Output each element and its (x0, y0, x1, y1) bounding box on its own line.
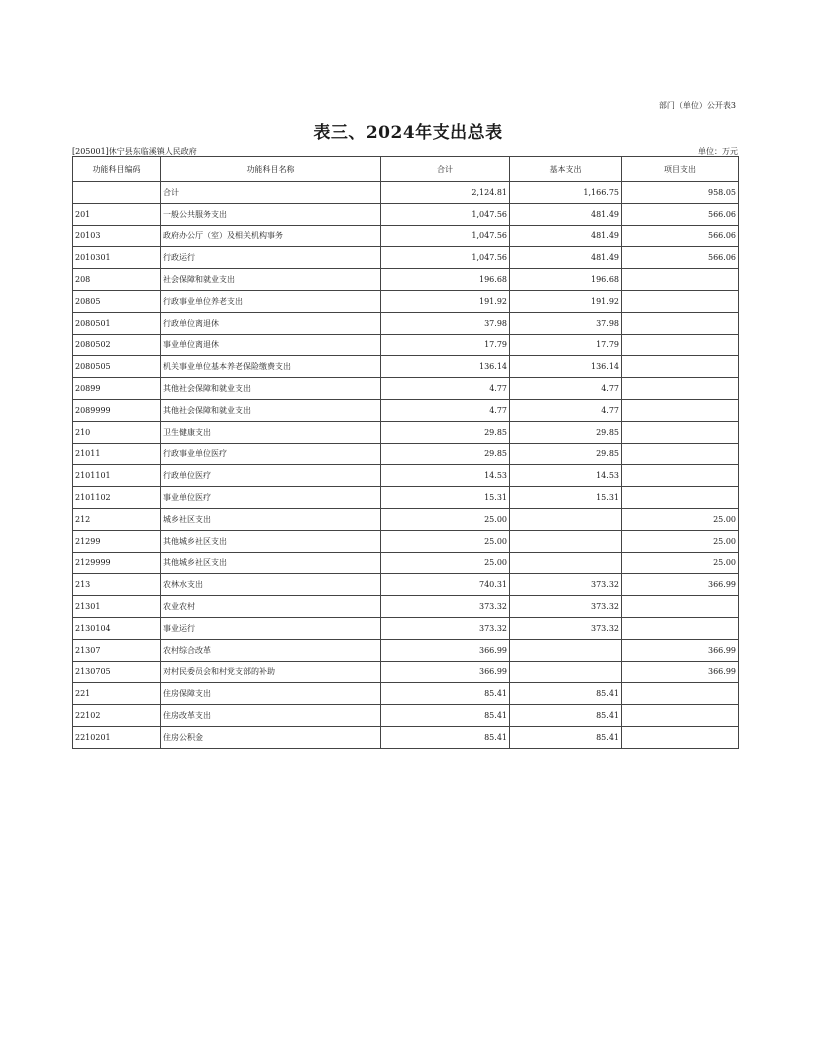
cell-name: 卫生健康支出 (161, 421, 381, 443)
cell-total: 37.98 (381, 312, 510, 334)
cell-project (622, 378, 739, 400)
cell-name: 行政事业单位医疗 (161, 443, 381, 465)
cell-code: 221 (73, 683, 161, 705)
cell-total: 191.92 (381, 290, 510, 312)
cell-project: 366.99 (622, 639, 739, 661)
cell-basic (510, 639, 622, 661)
cell-total: 4.77 (381, 378, 510, 400)
cell-code: 21301 (73, 596, 161, 618)
cell-name: 农林水支出 (161, 574, 381, 596)
cell-code: 201 (73, 203, 161, 225)
cell-basic (510, 552, 622, 574)
table-row (73, 574, 739, 596)
cell-total: 1,047.56 (381, 203, 510, 225)
cell-project (622, 421, 739, 443)
cell-total: 14.53 (381, 465, 510, 487)
cell-project (622, 465, 739, 487)
cell-project (622, 356, 739, 378)
cell-name: 合计 (161, 182, 381, 204)
cell-name: 事业运行 (161, 617, 381, 639)
cell-basic: 191.92 (510, 290, 622, 312)
table-row (73, 421, 739, 443)
cell-total: 85.41 (381, 683, 510, 705)
cell-basic: 481.49 (510, 225, 622, 247)
cell-basic: 85.41 (510, 683, 622, 705)
cell-name: 其他社会保障和就业支出 (161, 399, 381, 421)
cell-project (622, 399, 739, 421)
cell-total: 1,047.56 (381, 247, 510, 269)
table-row (73, 726, 739, 748)
table-row (73, 683, 739, 705)
table-row (73, 312, 739, 334)
cell-code: 2129999 (73, 552, 161, 574)
column-header-project: 项目支出 (622, 157, 739, 182)
cell-name: 对村民委员会和村党支部的补助 (161, 661, 381, 683)
cell-basic: 29.85 (510, 421, 622, 443)
cell-code: 213 (73, 574, 161, 596)
table-row (73, 443, 739, 465)
cell-code: 2101102 (73, 487, 161, 509)
cell-code: 21011 (73, 443, 161, 465)
cell-total: 85.41 (381, 705, 510, 727)
cell-code: 22102 (73, 705, 161, 727)
cell-code: 2080502 (73, 334, 161, 356)
cell-total: 373.32 (381, 617, 510, 639)
table-row (73, 661, 739, 683)
cell-project (622, 596, 739, 618)
cell-total: 4.77 (381, 399, 510, 421)
cell-total: 366.99 (381, 661, 510, 683)
cell-name: 事业单位离退休 (161, 334, 381, 356)
cell-total: 1,047.56 (381, 225, 510, 247)
cell-name: 城乡社区支出 (161, 508, 381, 530)
cell-total: 15.31 (381, 487, 510, 509)
cell-total: 25.00 (381, 552, 510, 574)
column-header-name: 功能科目名称 (161, 157, 381, 182)
cell-code: 20103 (73, 225, 161, 247)
table-row (73, 247, 739, 269)
cell-code: 2130104 (73, 617, 161, 639)
cell-project (622, 617, 739, 639)
cell-code: 2080501 (73, 312, 161, 334)
cell-total: 740.31 (381, 574, 510, 596)
cell-total: 196.68 (381, 269, 510, 291)
cell-name: 社会保障和就业支出 (161, 269, 381, 291)
cell-project: 25.00 (622, 530, 739, 552)
cell-code: 208 (73, 269, 161, 291)
cell-basic: 373.32 (510, 574, 622, 596)
cell-basic: 481.49 (510, 247, 622, 269)
cell-basic (510, 508, 622, 530)
cell-basic (510, 530, 622, 552)
cell-name: 住房公积金 (161, 726, 381, 748)
table-row (73, 399, 739, 421)
cell-project (622, 334, 739, 356)
cell-basic: 15.31 (510, 487, 622, 509)
cell-basic (510, 661, 622, 683)
cell-basic: 481.49 (510, 203, 622, 225)
table-body (73, 182, 739, 749)
page-title: 表三、2024年支出总表 (313, 123, 503, 143)
cell-name: 事业单位医疗 (161, 487, 381, 509)
cell-total: 17.79 (381, 334, 510, 356)
cell-project: 958.05 (622, 182, 739, 204)
cell-project (622, 683, 739, 705)
cell-code: 2089999 (73, 399, 161, 421)
cell-project: 566.06 (622, 203, 739, 225)
cell-basic: 85.41 (510, 705, 622, 727)
cell-project (622, 726, 739, 748)
cell-name: 农村综合改革 (161, 639, 381, 661)
cell-basic: 373.32 (510, 617, 622, 639)
cell-total: 25.00 (381, 508, 510, 530)
cell-code: 212 (73, 508, 161, 530)
cell-basic: 37.98 (510, 312, 622, 334)
cell-project: 366.99 (622, 661, 739, 683)
table-row (73, 487, 739, 509)
cell-project: 566.06 (622, 247, 739, 269)
column-header-total: 合计 (381, 157, 510, 182)
cell-code: 2210201 (73, 726, 161, 748)
cell-basic: 4.77 (510, 378, 622, 400)
cell-code: 2080505 (73, 356, 161, 378)
column-header-basic: 基本支出 (510, 157, 622, 182)
cell-total: 136.14 (381, 356, 510, 378)
unit-organization: [205001]休宁县东临溪镇人民政府 (72, 147, 197, 156)
expenditure-table (72, 156, 739, 749)
column-header-code: 功能科目编码 (73, 157, 161, 182)
cell-basic: 29.85 (510, 443, 622, 465)
cell-name: 行政单位离退休 (161, 312, 381, 334)
cell-name: 政府办公厅（室）及相关机构事务 (161, 225, 381, 247)
cell-project (622, 269, 739, 291)
table-row (73, 203, 739, 225)
cell-name: 行政单位医疗 (161, 465, 381, 487)
table-row (73, 378, 739, 400)
cell-total: 85.41 (381, 726, 510, 748)
cell-code (73, 182, 161, 204)
cell-code: 2130705 (73, 661, 161, 683)
cell-basic: 196.68 (510, 269, 622, 291)
cell-total: 366.99 (381, 639, 510, 661)
table-row (73, 705, 739, 727)
table-row (73, 552, 739, 574)
table-row (73, 182, 739, 204)
cell-project (622, 290, 739, 312)
cell-total: 373.32 (381, 596, 510, 618)
cell-basic: 85.41 (510, 726, 622, 748)
cell-name: 农业农村 (161, 596, 381, 618)
table-row (73, 465, 739, 487)
cell-code: 2010301 (73, 247, 161, 269)
table-row (73, 356, 739, 378)
cell-project: 25.00 (622, 508, 739, 530)
table-header-row (73, 157, 739, 182)
cell-basic: 373.32 (510, 596, 622, 618)
cell-code: 21299 (73, 530, 161, 552)
table-row (73, 530, 739, 552)
cell-project: 25.00 (622, 552, 739, 574)
cell-code: 2101101 (73, 465, 161, 487)
cell-code: 20899 (73, 378, 161, 400)
cell-basic: 4.77 (510, 399, 622, 421)
table-row (73, 290, 739, 312)
cell-name: 行政事业单位养老支出 (161, 290, 381, 312)
cell-name: 其他城乡社区支出 (161, 552, 381, 574)
table-row (73, 269, 739, 291)
cell-total: 2,124.81 (381, 182, 510, 204)
cell-total: 25.00 (381, 530, 510, 552)
unit-label: 单位：万元 (698, 147, 738, 156)
cell-basic: 136.14 (510, 356, 622, 378)
cell-project: 566.06 (622, 225, 739, 247)
cell-name: 住房改革支出 (161, 705, 381, 727)
table-row (73, 508, 739, 530)
table-row (73, 617, 739, 639)
cell-project (622, 312, 739, 334)
cell-name: 行政运行 (161, 247, 381, 269)
cell-name: 其他社会保障和就业支出 (161, 378, 381, 400)
cell-project: 366.99 (622, 574, 739, 596)
cell-total: 29.85 (381, 421, 510, 443)
table-row (73, 334, 739, 356)
cell-name: 机关事业单位基本养老保险缴费支出 (161, 356, 381, 378)
cell-name: 一般公共服务支出 (161, 203, 381, 225)
cell-project (622, 487, 739, 509)
cell-basic: 1,166.75 (510, 182, 622, 204)
table-row (73, 639, 739, 661)
table-row (73, 596, 739, 618)
cell-code: 20805 (73, 290, 161, 312)
cell-total: 29.85 (381, 443, 510, 465)
table-row (73, 225, 739, 247)
cell-project (622, 443, 739, 465)
form-number: 部门（单位）公开表3 (658, 101, 736, 110)
cell-basic: 14.53 (510, 465, 622, 487)
cell-project (622, 705, 739, 727)
cell-code: 21307 (73, 639, 161, 661)
cell-basic: 17.79 (510, 334, 622, 356)
cell-code: 210 (73, 421, 161, 443)
cell-name: 住房保障支出 (161, 683, 381, 705)
cell-name: 其他城乡社区支出 (161, 530, 381, 552)
